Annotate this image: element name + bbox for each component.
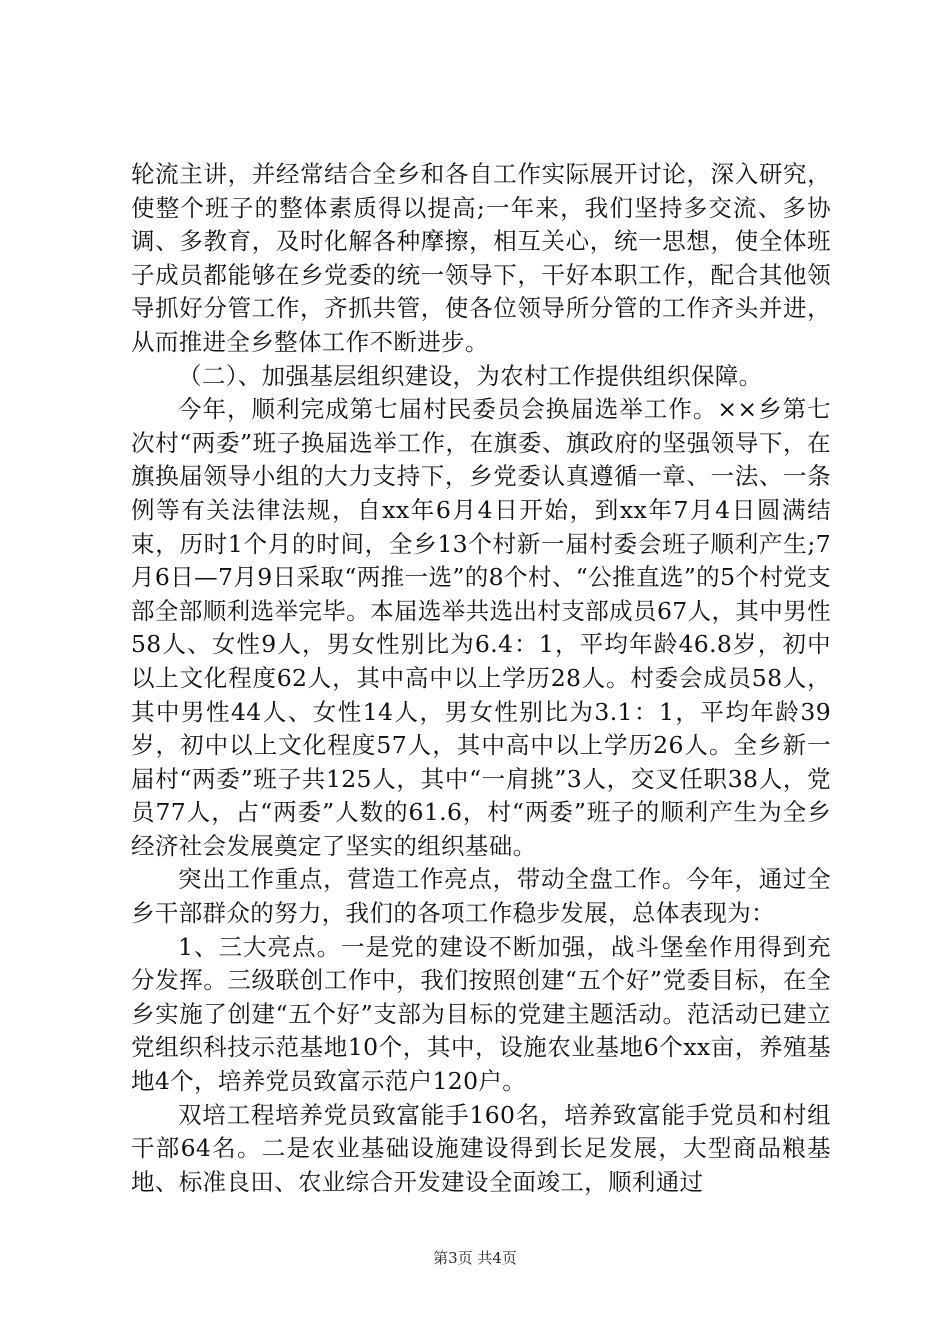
page-footer: 第3页 共4页 — [433, 1249, 517, 1267]
paragraph-4: 1、三大亮点。一是党的建设不断加强，战斗堡垒作用得到充分发挥。三级联创工作中，我们按照创建“五个好”党委目标，在全乡实施了创建“五个好”支部为目标的党建主题活动。范活动已建立党组织科技示范基地10个，其中，设施农业基地6个xx亩，养殖基地4个，培养党员致富示范户120户。 — [131, 932, 831, 1096]
paragraph-3: 突出工作重点，营造工作亮点，带动全盘工作。今年，通过全乡干部群众的努力，我们的各项工作稳步发展，总体表现为： — [131, 865, 831, 928]
document-body — [131, 158, 831, 1199]
paragraph-2: 今年，顺利完成第七届村民委员会换届选举工作。××乡第七次村“两委”班子换届选举工作，在旗委、旗政府的坚强领导下，在旗换届领导小组的大力支持下，乡党委认真遵循一章、一法、一条例等有关法律法规，自xx年6月4日开始，到xx年7月4日圆满结束，历时1个月的时间，全乡13个村新一届村委会班子顺利产生;7月6日—7月9日采取“两推一选”的8个村、“公推直选”的5个村党支部全部顺利选举完毕。本届选举共选出村支部成员67人，其中男性58人、女性9人，男女性别比为6.4：1，平均年龄46.8岁，初中以上文化程度62人，其中高中以上学历28人。村委会成员58人，其中男性44人、女性14人，男女性别比为3.1：1，平均年龄39岁，初中以上文化程度57人，其中高中以上学历26人。全乡新一届村“两委”班子共125人，其中“一肩挑”3人，交叉任职38人，党员77人，占“两委”人数的61.6，村“两委”班子的顺利产生为全乡经济社会发展奠定了坚实的组织基础。 — [131, 395, 831, 860]
paragraph-5: 双培工程培养党员致富能手160名，培养致富能手党员和村组干部64名。二是农业基础设施建设得到长足发展，大型商品粮基地、标准良田、农业综合开发建设全面竣工，顺利通过 — [131, 1100, 831, 1196]
section-heading: （二）、加强基层组织建设，为农村工作提供组织保障。 — [178, 361, 763, 390]
paragraph-1: 轮流主讲，并经常结合全乡和各自工作实际展开讨论，深入研究，使整个班子的整体素质得以提高;一年来，我们坚持多交流、多协调、多教育，及时化解各种摩擦，相互关心，统一思想，使全体班子成员都能够在乡党委的统一领导下，干好本职工作，配合其他领导抓好分管工作，齐抓共管，使各位领导所分管的工作齐头并进，从而推进全乡整体工作不断进步。 — [131, 160, 831, 356]
